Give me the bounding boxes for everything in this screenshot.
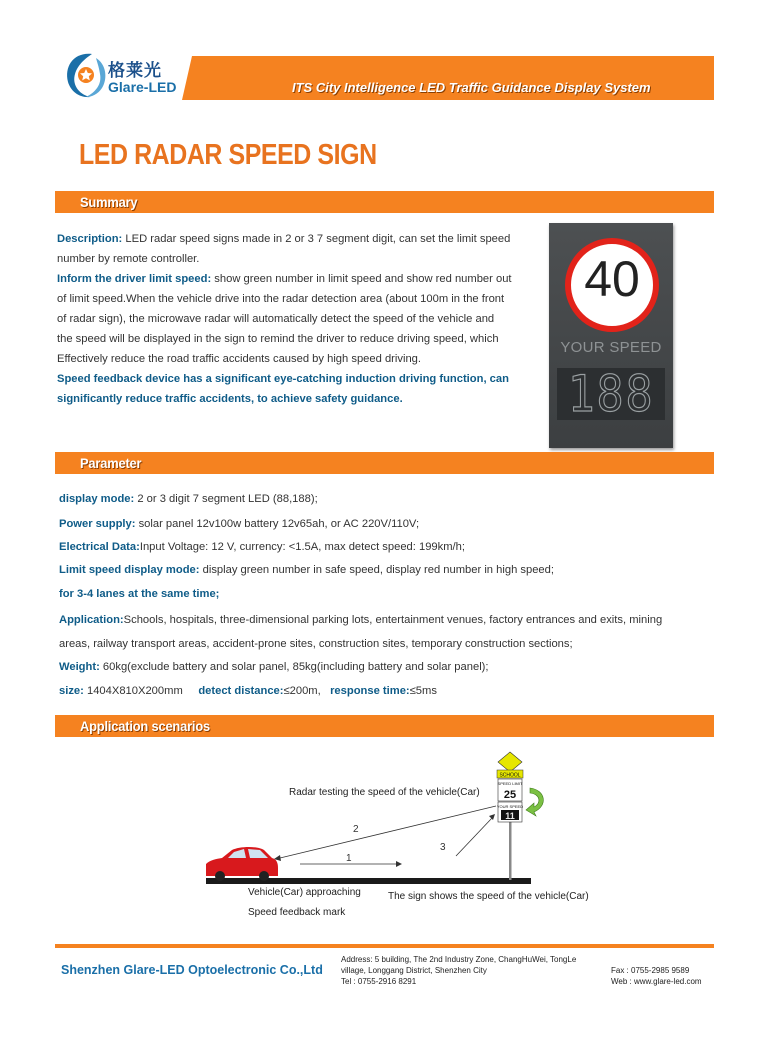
mini-limit-value: 25 (503, 789, 517, 801)
parameter-heading: Parameter (80, 455, 142, 471)
inform-label: Inform the driver limit speed: (57, 273, 212, 285)
arrow-2-label: 2 (353, 824, 359, 835)
mini-digits: 11 (505, 811, 515, 821)
param-application-cont: areas, railway transport areas, accident-prone sites, construction sites, temporary construction sections; (59, 638, 573, 650)
mini-your-speed: YOUR SPEED (496, 804, 524, 809)
logo-icon (62, 50, 110, 100)
logo-en: Glare-LED (108, 79, 177, 95)
speed-limit-value: 40 (584, 251, 640, 307)
mini-limit-text: SPEED LIMIT (497, 781, 523, 786)
arrow-1-label: 1 (346, 853, 352, 864)
banner-text: ITS City Intelligence LED Traffic Guidance Display System (292, 80, 651, 95)
green-curve-arrow (526, 788, 543, 816)
footer-fax: Fax : 0755-2985 9589 (611, 966, 690, 975)
mini-school-text: SCHOOL (499, 772, 521, 779)
description-label: Description: (57, 233, 123, 245)
page-title: LED RADAR SPEED SIGN (79, 139, 377, 171)
your-speed-caption: YOUR SPEED (560, 339, 662, 356)
param-weight: Weight: 60kg(exclude battery and solar panel, 85kg(including battery and solar panel); (59, 661, 489, 673)
footer-address-1: Address: 5 building, The 2nd Industry Zone, ChangHuWei, TongLe (341, 955, 577, 964)
sign-pole (509, 820, 512, 880)
road (206, 878, 531, 884)
footer-address-2: village, Longgang District, Shenzhen City (341, 966, 487, 975)
param-display-mode: display mode: 2 or 3 digit 7 segment LED (88,188); (59, 493, 318, 505)
school-warning-sign (498, 752, 522, 772)
speed-feedback-text: Speed feedback mark (248, 907, 346, 918)
car-icon (206, 847, 278, 881)
param-lanes: for 3-4 lanes at the same time; (59, 588, 220, 600)
sign-shows-text: The sign shows the speed of the vehicle(Car) (388, 891, 589, 902)
footer-line (55, 944, 714, 948)
description-text: LED radar speed signs made in 2 or 3 7 segment digit, can set the limit speed number by remote controller. (57, 233, 511, 265)
arrow-2 (280, 806, 496, 858)
footer-web: Web : www.glare-led.com (611, 977, 702, 986)
summary-heading: Summary (80, 194, 138, 210)
scenarios-heading: Application scenarios (80, 718, 210, 734)
summary-header (55, 191, 714, 213)
arrow-3-label: 3 (440, 842, 446, 853)
footer-company: Shenzhen Glare-LED Optoelectronic Co.,Ltd (61, 963, 323, 977)
summary-text (57, 229, 512, 409)
logo (62, 50, 192, 102)
param-size: size: 1404X810X200mm detect distance:≤200m, response time:≤5ms (59, 685, 437, 697)
param-limit-display: Limit speed display mode: display green number in safe speed, display red number in high speed; (59, 564, 554, 576)
logo-cn: 格莱光 (108, 61, 162, 81)
footer-tel: Tel : 0755-2916 8291 (341, 977, 417, 986)
feedback-text: Speed feedback device has a significant eye-catching induction driving function, can significantly reduce traffic accidents, to achieve safety guidance. (57, 373, 509, 405)
scenario-diagram (200, 748, 620, 898)
speed-digits: 188 (567, 365, 655, 423)
param-power-supply: Power supply: solar panel 12v100w battery 12v65ah, or AC 220V/110V; (59, 518, 420, 530)
radar-testing-text: Radar testing the speed of the vehicle(Car) (289, 787, 480, 798)
arrow-3 (456, 818, 492, 856)
inform-text: show green number in limit speed and show red number out of limit speed.When the vehicle drive into the radar detection area (about 100m in the front of radar sign), the microwave radar will automatically detect the speed of the vehicle and the speed will be displayed in the sign to remind the driver to reduce driving speed, which Effectively reduce the road traffic accidents caused by high speed driving. (57, 273, 512, 365)
parameter-header (55, 452, 714, 474)
vehicle-approaching-text: Vehicle(Car) approaching (248, 887, 361, 898)
param-electrical: Electrical Data:Input Voltage: 12 V, currency: <1.5A, max detect speed: 199km/h; (59, 541, 466, 553)
param-application: Application:Schools, hospitals, three-dimensional parking lots, entertainment venues, factory entrances and exits, mining (59, 614, 663, 626)
radar-sign-image (549, 223, 673, 448)
